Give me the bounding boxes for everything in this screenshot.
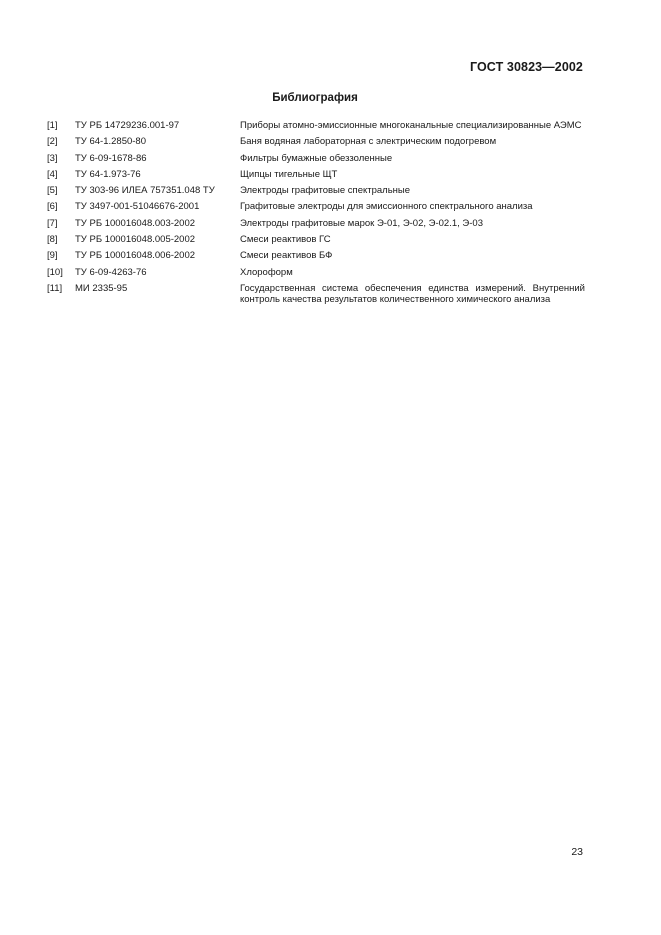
entry-code: ТУ 3497-001-51046676-2001	[75, 201, 200, 213]
entry-title: Хлороформ	[240, 266, 293, 278]
entry-number: [10]	[47, 266, 63, 278]
entry-code: ТУ РБ 100016048.005-2002	[75, 234, 196, 246]
entry-number: [7]	[47, 217, 58, 229]
entry-title: Смеси реактивов БФ	[240, 250, 333, 262]
document-code: ГОСТ 30823—2002	[469, 60, 583, 74]
entry-title: Приборы атомно-эмиссионные многоканальные специализированные АЭМС	[240, 120, 582, 131]
entry-code: ТУ РБ 14729236.001-97	[75, 120, 180, 131]
entry-number: [11]	[47, 282, 63, 294]
entry-number: [9]	[47, 250, 58, 262]
bibliography-entry	[47, 218, 585, 229]
entry-title: Государственная система обеспечения единства измерений. Внутренний контроль качества результатов количественного химического анализа	[240, 282, 585, 305]
bibliography-entry	[47, 283, 585, 305]
entry-number: [8]	[47, 234, 58, 246]
entry-code: МИ 2335-95	[75, 282, 128, 294]
bibliography-entry	[47, 267, 585, 278]
entry-number: [6]	[47, 201, 58, 213]
section-title: Библиография	[272, 92, 358, 104]
entry-number: [3]	[47, 152, 58, 164]
entry-title: Баня водяная лабораторная с электрическим подогревом	[240, 136, 497, 148]
bibliography-entry	[47, 169, 585, 180]
entry-number: [2]	[47, 136, 58, 148]
entry-code: ТУ 6-09-1678-86	[75, 152, 147, 164]
entry-code: ТУ РБ 100016048.003-2002	[75, 217, 196, 229]
entry-code: ТУ 303-96 ИЛЕА 757351.048 ТУ	[75, 185, 215, 197]
page-number: 23	[571, 846, 583, 858]
bibliography-entry	[47, 120, 585, 131]
entry-code: ТУ 64-1.2850-80	[75, 136, 146, 148]
entry-title: Электроды графитовые спектральные	[240, 185, 411, 197]
bibliography-entry	[47, 250, 585, 261]
entry-number: [5]	[47, 185, 58, 197]
entry-code: ТУ 6-09-4263-76	[75, 266, 147, 278]
entry-title: Графитовые электроды для эмиссионного спектрального анализа	[240, 201, 533, 213]
entry-title: Щипцы тигельные ЩТ	[240, 168, 338, 180]
bibliography-entry	[47, 201, 585, 212]
bibliography-list	[47, 120, 585, 310]
entry-code: ТУ 64-1.973-76	[75, 168, 141, 180]
entry-title: Электроды графитовые марок Э-01, Э-02, Э-02.1, Э-03	[240, 217, 483, 229]
entry-number: [4]	[47, 168, 58, 180]
bibliography-entry	[47, 153, 585, 164]
bibliography-entry	[47, 185, 585, 196]
bibliography-entry	[47, 234, 585, 245]
bibliography-entry	[47, 136, 585, 147]
entry-title: Смеси реактивов ГС	[240, 234, 331, 246]
entry-number: [1]	[47, 120, 58, 131]
entry-code: ТУ РБ 100016048.006-2002	[75, 250, 196, 262]
entry-title: Фильтры бумажные обеззоленные	[240, 152, 393, 164]
